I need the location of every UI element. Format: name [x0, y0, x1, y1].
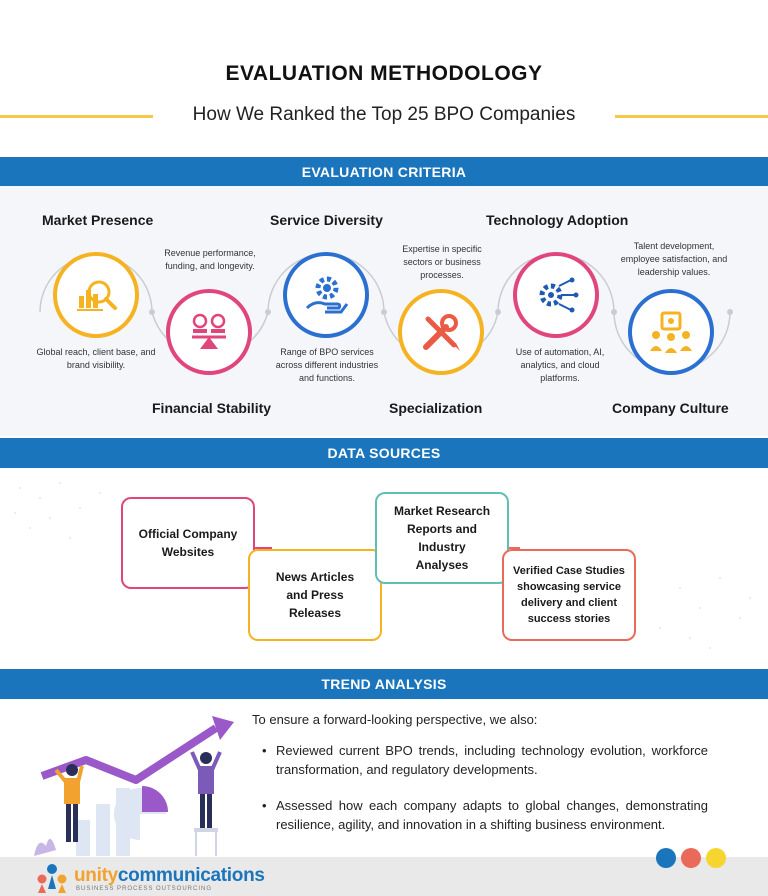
criterion-circle-service-diversity	[283, 252, 369, 338]
section-banner-sources: DATA SOURCES	[0, 438, 768, 468]
logo-text-part2: communications	[117, 865, 265, 886]
team-puzzle-icon	[646, 307, 696, 357]
criterion-title-specialization: Specialization	[389, 400, 483, 416]
company-logo-text	[74, 865, 265, 887]
criterion-circle-technology-adoption	[513, 252, 599, 338]
criterion-title-service-diversity: Service Diversity	[270, 212, 383, 228]
trend-intro: To ensure a forward-looking perspective, we also:	[252, 712, 538, 727]
gear-hand-icon	[301, 270, 351, 320]
source-box-case-studies: Verified Case Studies showcasing service delivery and client success stories	[502, 549, 636, 641]
ai-brain-icon	[531, 270, 581, 320]
section-banner-criteria: EVALUATION CRITERIA	[0, 157, 768, 187]
footer	[0, 857, 768, 896]
source-box-market-research: Market Research Reports and Industry Analyses	[375, 492, 509, 584]
criterion-circle-company-culture	[628, 289, 714, 375]
decorative-dot-blue	[656, 848, 676, 868]
decorative-line-right	[615, 115, 768, 118]
section-banner-trend: TREND ANALYSIS	[0, 669, 768, 699]
criterion-desc-technology-adoption: Use of automation, AI, analytics, and cloud platforms.	[515, 347, 605, 383]
criterion-title-financial-stability: Financial Stability	[152, 400, 272, 416]
logo-text-part1: unity	[74, 865, 118, 886]
trend-bullet: • Assessed how each company adapts to global changes, demonstrating resilience, agility, and innovation in a shifting business environment.	[262, 796, 708, 834]
criterion-title-market-presence: Market Presence	[42, 212, 154, 228]
criterion-title-technology-adoption: Technology Adoption	[486, 212, 629, 228]
growth-illustration	[16, 700, 256, 860]
criterion-title-company-culture: Company Culture	[612, 400, 729, 416]
scale-coins-icon	[184, 307, 234, 357]
page-subtitle: How We Ranked the Top 25 BPO Companies	[192, 104, 576, 125]
criterion-desc-company-culture: Talent development, employee satisfaction, and leadership values.	[620, 241, 728, 277]
tools-icon	[416, 307, 466, 357]
page-title: EVALUATION METHODOLOGY	[225, 62, 543, 85]
logo-tagline: BUSINESS PROCESS OUTSOURCING	[76, 886, 213, 892]
source-box-news-articles: News Articles and Press Releases	[248, 549, 382, 641]
subtitle-row	[0, 104, 768, 130]
criterion-desc-specialization: Expertise in specific sectors or business processes.	[402, 244, 482, 280]
trend-bullet: • Reviewed current BPO trends, including technology evolution, workforce transformation, and regulatory developments.	[262, 741, 708, 779]
source-box-official-websites: Official Company Websites	[121, 497, 255, 589]
criterion-desc-financial-stability: Revenue performance, funding, and longevity.	[164, 248, 256, 271]
criterion-circle-specialization	[398, 289, 484, 375]
criterion-desc-market-presence: Global reach, client base, and brand visibility.	[36, 347, 156, 370]
market-research-icon	[71, 270, 121, 320]
decorative-dot-red	[681, 848, 701, 868]
unity-logo-icon	[34, 859, 70, 895]
criterion-circle-market-presence	[53, 252, 139, 338]
criterion-circle-financial-stability	[166, 289, 252, 375]
criterion-desc-service-diversity: Range of BPO services across different industries and functions.	[275, 347, 379, 383]
decorative-dot-yellow	[706, 848, 726, 868]
